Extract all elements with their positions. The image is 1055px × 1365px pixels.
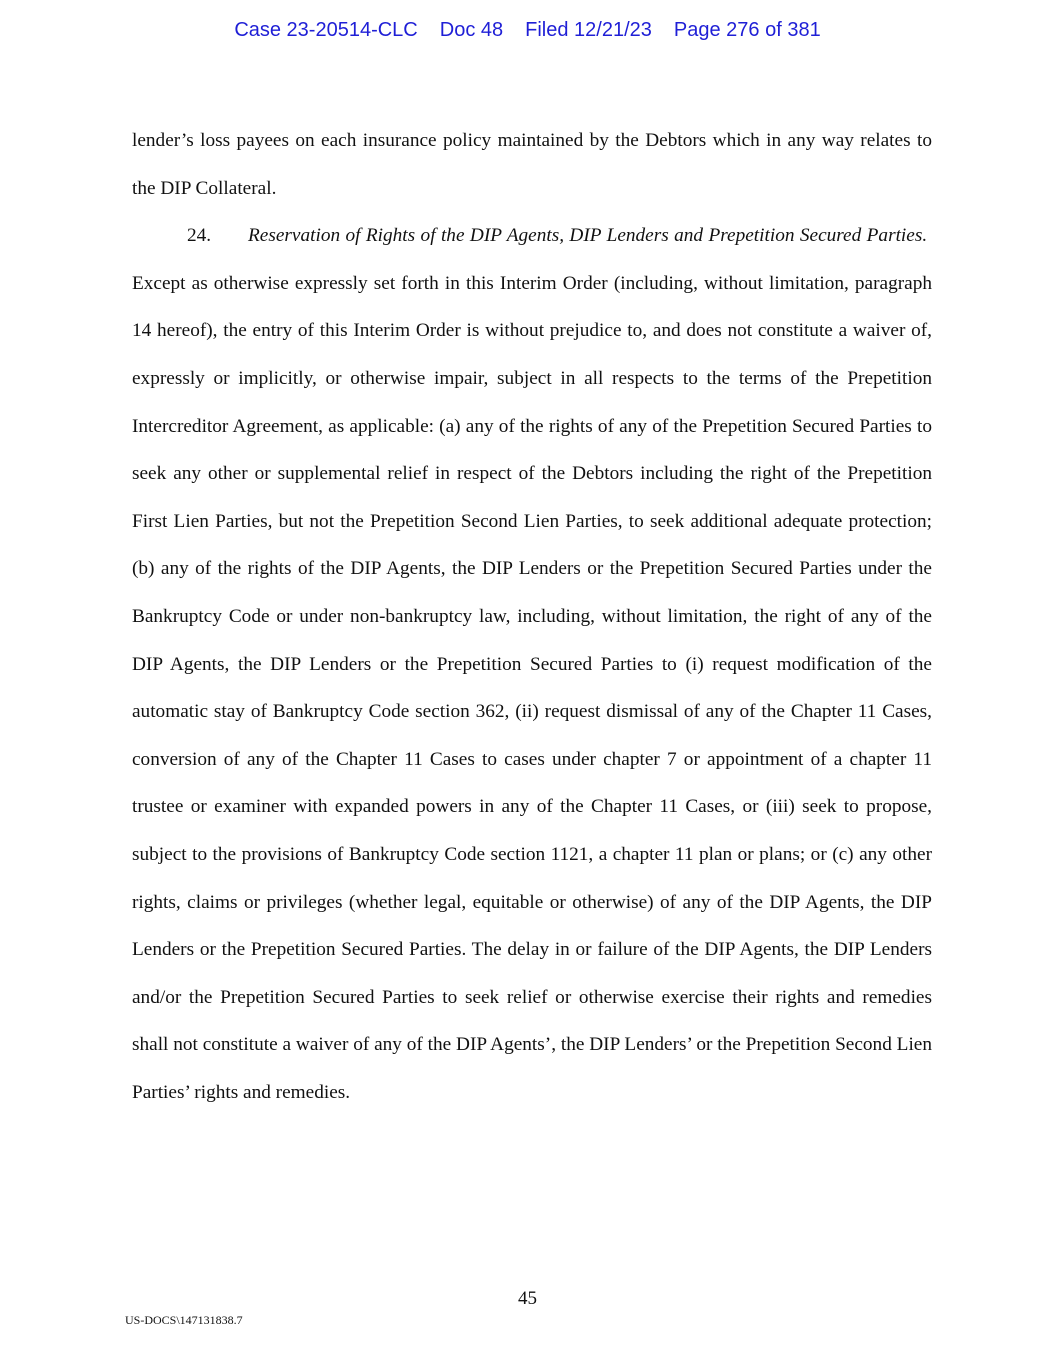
filed-date: Filed 12/21/23	[525, 19, 652, 41]
continuation-paragraph: lender’s loss payees on each insurance policy maintained by the Debtors which in any way relates to the DIP Collateral.	[132, 130, 932, 199]
case-number: Case 23-20514-CLC	[234, 19, 418, 41]
paragraph-text: Except as otherwise expressly set forth in this Interim Order (including, without limitation, paragraph 14 hereof), the entry of this Interim Order is without prejudice to, and does not constitute a waiver of, expressly or implicitly, or otherwise impair, subject in all respects to the terms of the Prepetition Intercreditor Agreement, as applicable: (a) any of the rights of any of the Prepetition Secured Parties to seek any other or supplemental relief in respect of the Debtors including the right of the Prepetition First Lien Parties, but not the Prepetition Second Lien Parties, to seek additional adequate protection; (b) any of the rights of the DIP Agents, the DIP Lenders or the Prepetition Secured Parties under the Bankruptcy Code or under non-bankruptcy law, including, without limitation, the right of any of the DIP Agents, the DIP Lenders or the Prepetition Secured Parties to (i) request modification of the automatic stay of Bankruptcy Code section 362, (ii) request dismissal of any of the Chapter 11 Cases, conversion of any of the Chapter 11 Cases to cases under chapter 7 or appointment of a chapter 11 trustee or examiner with expanded powers in any of the Chapter 11 Cases, or (iii) seek to propose, subject to the provisions of Bankruptcy Code section 1121, a chapter 11 plan or plans; or (c) any other rights, claims or privileges (whether legal, equitable or otherwise) of any of the DIP Agents, the DIP Lenders or the Prepetition Secured Parties. The delay in or failure of the DIP Agents, the DIP Lenders and/or the Prepetition Secured Parties to seek relief or otherwise exercise their rights and remedies shall not constitute a waiver of any of the DIP Agents’, the DIP Lenders’ or the Prepetition Second Lien Parties’ rights and remedies.	[132, 272, 932, 1103]
page-number: 45	[518, 1288, 537, 1309]
filing-header	[0, 19, 1055, 42]
paragraph-heading: Reservation of Rights of the DIP Agents, DIP Lenders and Prepetition Secured Parties.	[248, 225, 928, 247]
doc-number: Doc 48	[439, 19, 504, 41]
paragraph-number: 24.	[187, 225, 212, 247]
document-id: US-DOCS\147131838.7	[125, 1313, 243, 1327]
paragraph-24	[132, 212, 932, 1116]
document-body	[132, 117, 932, 1116]
page-count: Page 276 of 381	[673, 19, 821, 41]
